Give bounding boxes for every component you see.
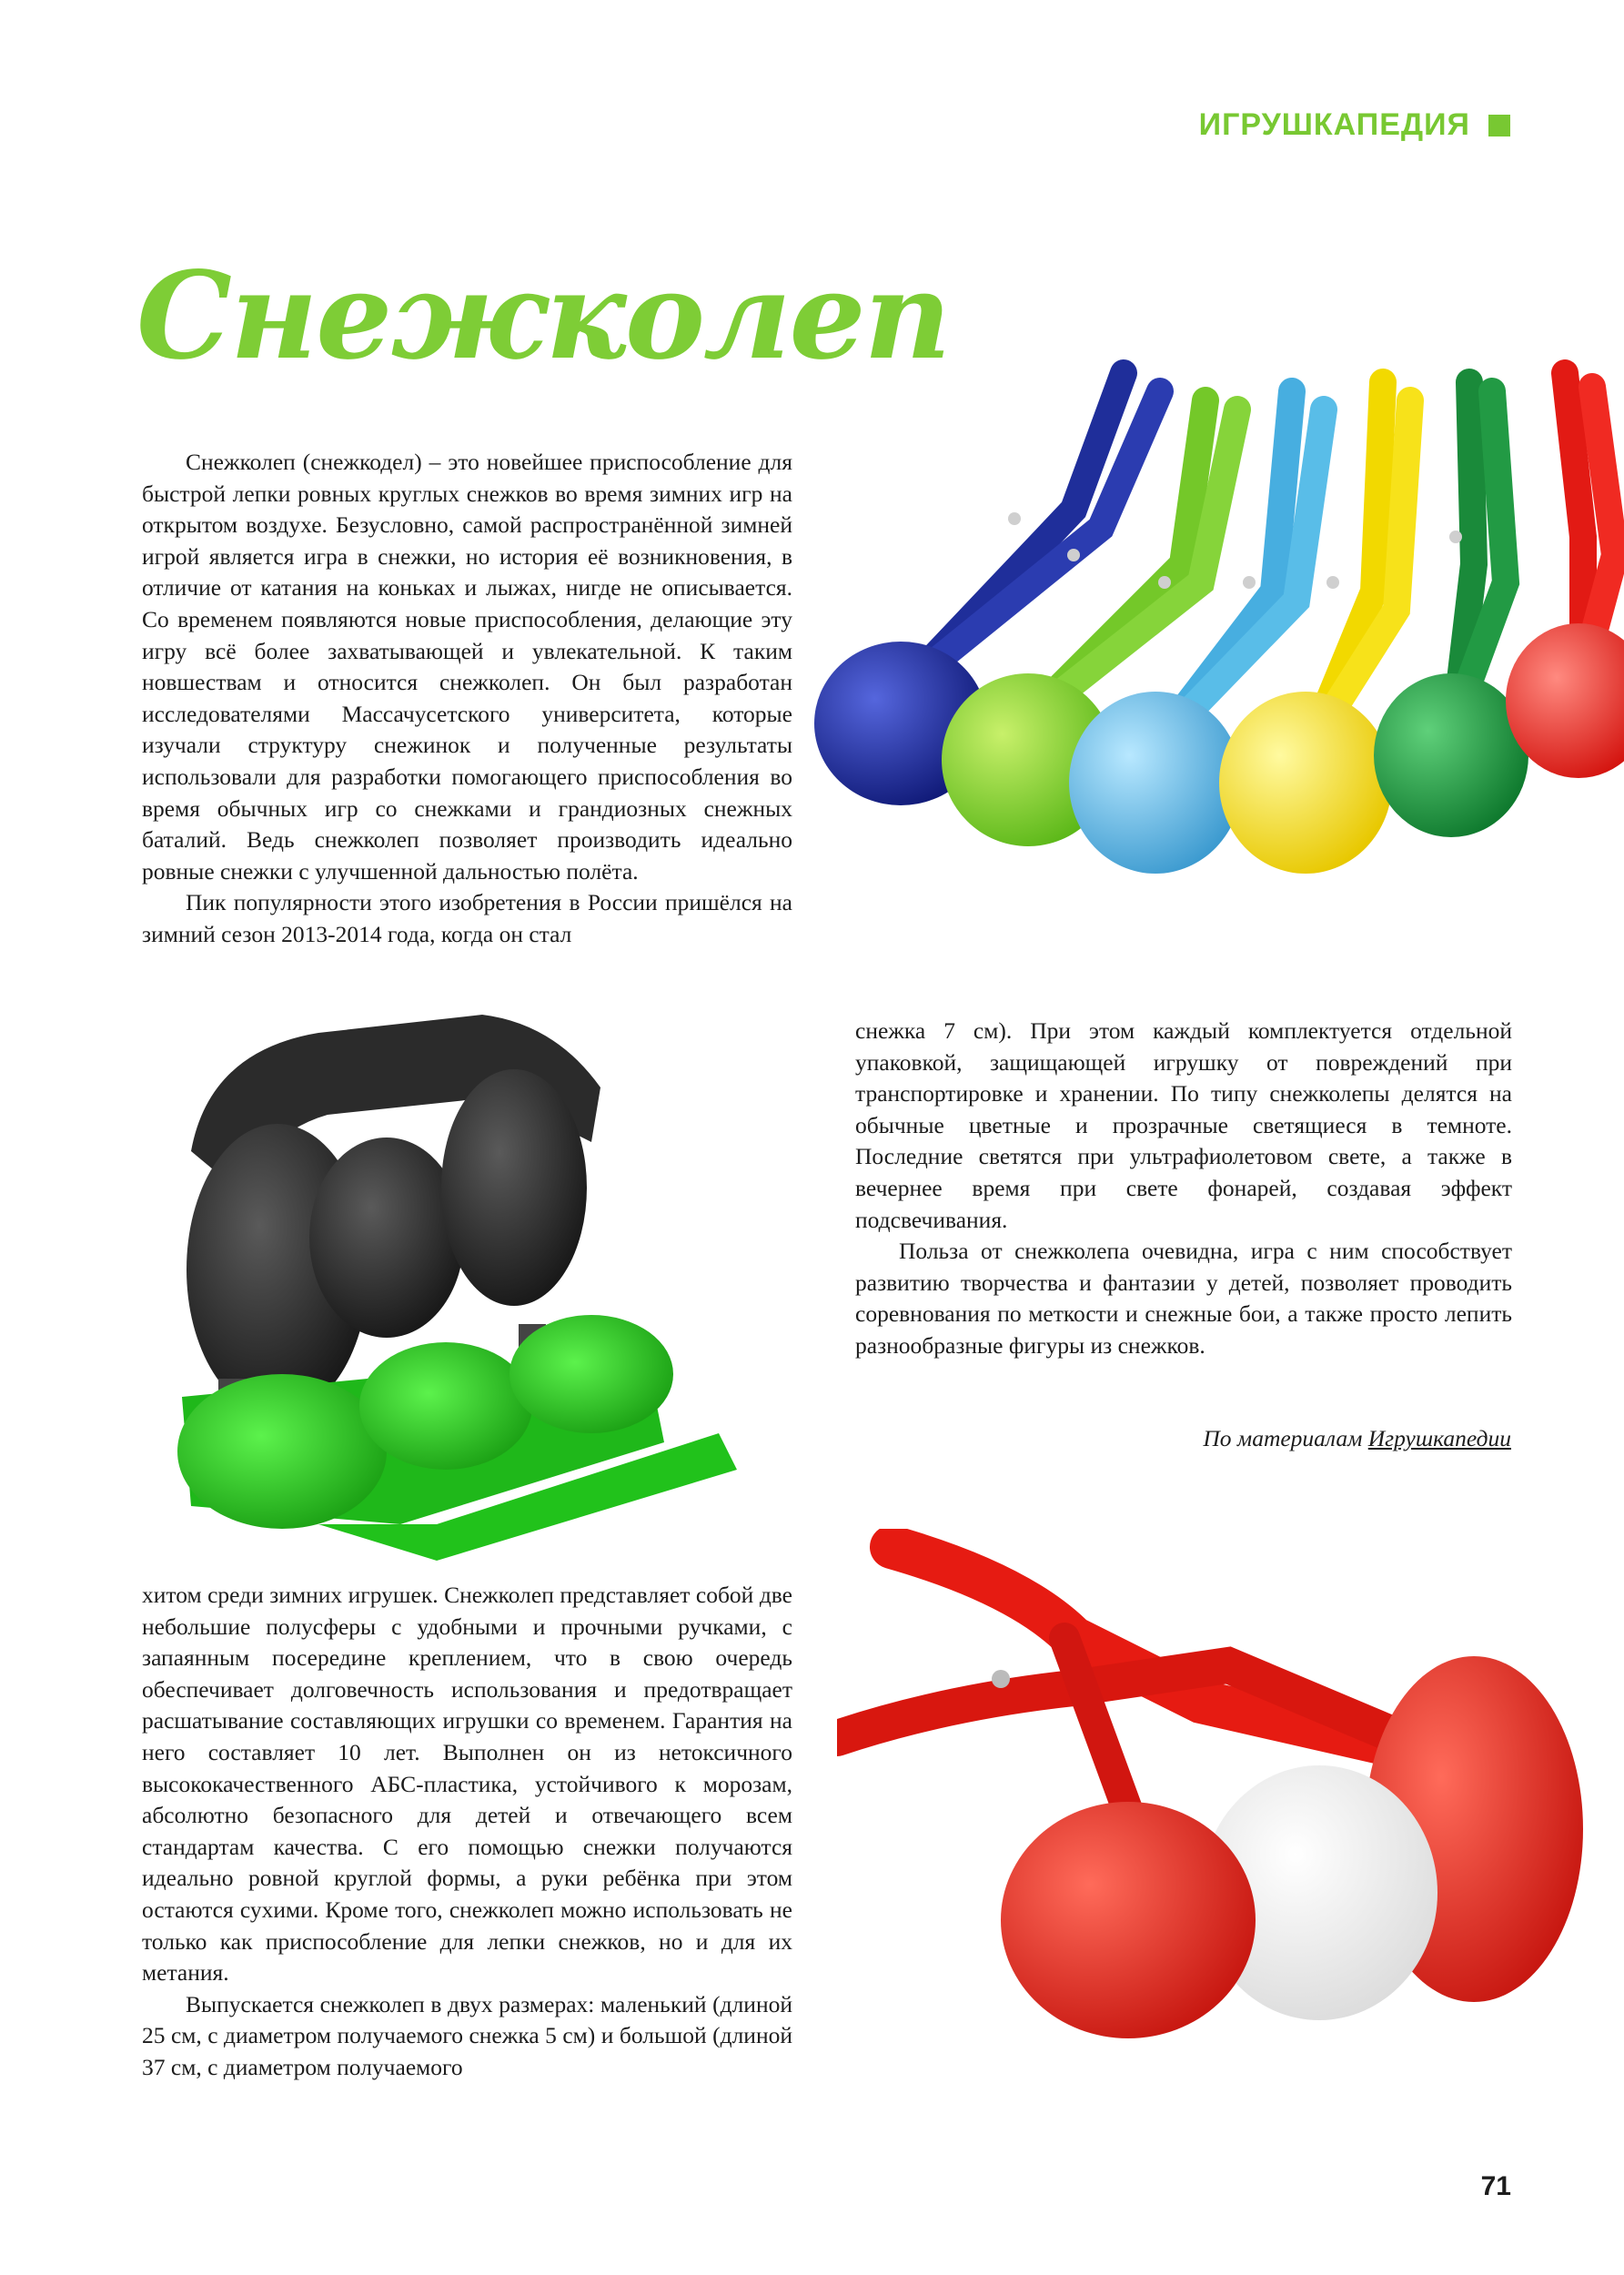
source-link[interactable]: Игрушкапедии [1367, 1425, 1511, 1451]
article-title: Снежколеп [136, 246, 950, 387]
triple-snowball-tray-photo [173, 1015, 773, 1561]
paragraph: Польза от снежколепа очевидна, игра с ним способствует развитию творчества и фантазии у детей, позволяет проводить соревнования по меткости и снежные бои, а также просто лепить разнообразные фигуры из снежков. [855, 1238, 1512, 1359]
paragraph: Снежколеп (снежкодел) – это новейшее приспособление для быстрой лепки ровных круглых снежков во время зимних игр на открытом воздухе. Безусловно, самой распространённой зимней игрой является игра в снежки, но история её возникновения, в отличие от катания на коньках и лыжах, нигде не описывается. Со временем появляются новые приспособления, делающие эту игру всё более захватывающей и увлекательной. К таким новшествам и относится снежколеп. Он был разработан исследователями Массачусетского университета, которые изучали структуру снежинок и полученные результаты использовали для разработки помогающего приспособления во время обычных игр со снежками и грандиозных снежных баталий. Ведь снежколеп позволяет производить идеально ровные снежки с улучшенной дальностью полёта. [142, 449, 792, 885]
source-credit [1203, 1425, 1511, 1452]
section-name: ИГРУШКАПЕДИЯ [1198, 107, 1470, 142]
section-header [1199, 107, 1510, 143]
article-text-column-1-bottom [142, 1580, 792, 2084]
colorful-snowball-makers-photo [801, 355, 1624, 937]
section-square-icon [1488, 115, 1510, 136]
article-text-column-2 [855, 1016, 1512, 1362]
page-number: 71 [1480, 2171, 1511, 2201]
paragraph: снежка 7 см). При этом каждый комплектуется отдельной упаковкой, защищающей игрушку от повреждений при транспортировке и хранении. По типу снежколепы делятся на обычные цветные и прозрачные светящиеся в темноте. Последние светятся при ультрафиолетовом свете, а также в вечернее время при свете фонарей, создавая эффект подсвечивания. [855, 1017, 1512, 1233]
article-text-column-1-top [142, 447, 792, 951]
paragraph: Выпускается снежколеп в двух размерах: маленький (длиной 25 см, с диаметром получаемого снежка 5 см) и большой (длиной 37 см, с диаметром получаемого [142, 1990, 792, 2080]
source-prefix: По материалам [1203, 1425, 1368, 1451]
paragraph: хитом среди зимних игрушек. Снежколеп представляет собой две небольшие полусферы с удобными и прочными ручками, с запаянным посередине креплением, что в свою очередь обеспечивает долговечность использования и предотвращает расшатывание составляющих игрушки со временем. Гарантия на него составляет 10 лет. Выполнен он из нетоксичного высококачественного АБС-пластика, устойчивого к морозам, абсолютно безопасного для детей и отвечающего всем стандартам качества. С его помощью снежки получаются идеально ровной круглой формы, а руки ребёнка при этом остаются сухими. Кроме того, снежколеп можно использовать не только как приспособление для лепки снежков, но и для их метания. [142, 1582, 792, 1987]
red-snowball-maker-photo [837, 1529, 1624, 2175]
paragraph: Пик популярности этого изобретения в России пришёлся на зимний сезон 2013-2014 года, когда он стал [142, 889, 792, 947]
